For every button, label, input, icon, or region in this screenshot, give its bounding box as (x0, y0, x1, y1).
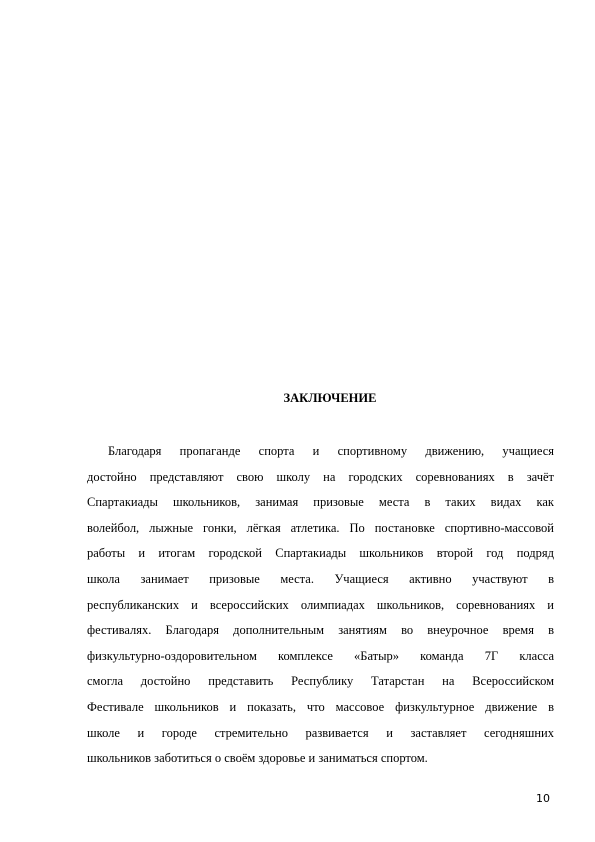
paragraph-line: достойно представляют свою школу на городских соревнованиях в зачёт (87, 469, 554, 484)
paragraph-line: школа занимает призовые места. Учащиеся активно участвуют в (87, 571, 554, 586)
paragraph-line: школьников заботиться о своём здоровье и заниматься спортом. (87, 751, 428, 766)
paragraph-line: волейбол, лыжные гонки, лёгкая атлетика. По постановке спортивно-массовой (87, 520, 554, 535)
paragraph-line: фестивалях. Благодаря дополнительным занятиям во внеурочное время в (87, 623, 554, 638)
paragraph-line: Благодаря пропаганде спорта и спортивному движению, учащиеся (108, 444, 554, 458)
paragraph-line: работы и итогам городской Спартакиады школьников второй год подряд (87, 546, 554, 561)
paragraph-line: Фестивале школьников и показать, что массовое физкультурное движение в (87, 699, 554, 714)
paragraph-line: Спартакиады школьников, занимая призовые места в таких видах как (87, 495, 554, 510)
section-heading: ЗАКЛЮЧЕНИЕ (283, 391, 377, 405)
paragraph-line: смогла достойно представить Республику Татарстан на Всероссийском (87, 674, 554, 689)
paragraph-line: физкультурно-оздоровительном комплексе «Батыр» команда 7Г класса (87, 648, 554, 663)
paragraph-line: школе и городе стремительно развивается и заставляет сегодняшних (87, 725, 554, 740)
page-number: 10 (536, 792, 550, 805)
paragraph-line: республиканских и всероссийских олимпиадах школьников, соревнованиях и (87, 597, 554, 612)
conclusion-paragraph (87, 443, 554, 776)
